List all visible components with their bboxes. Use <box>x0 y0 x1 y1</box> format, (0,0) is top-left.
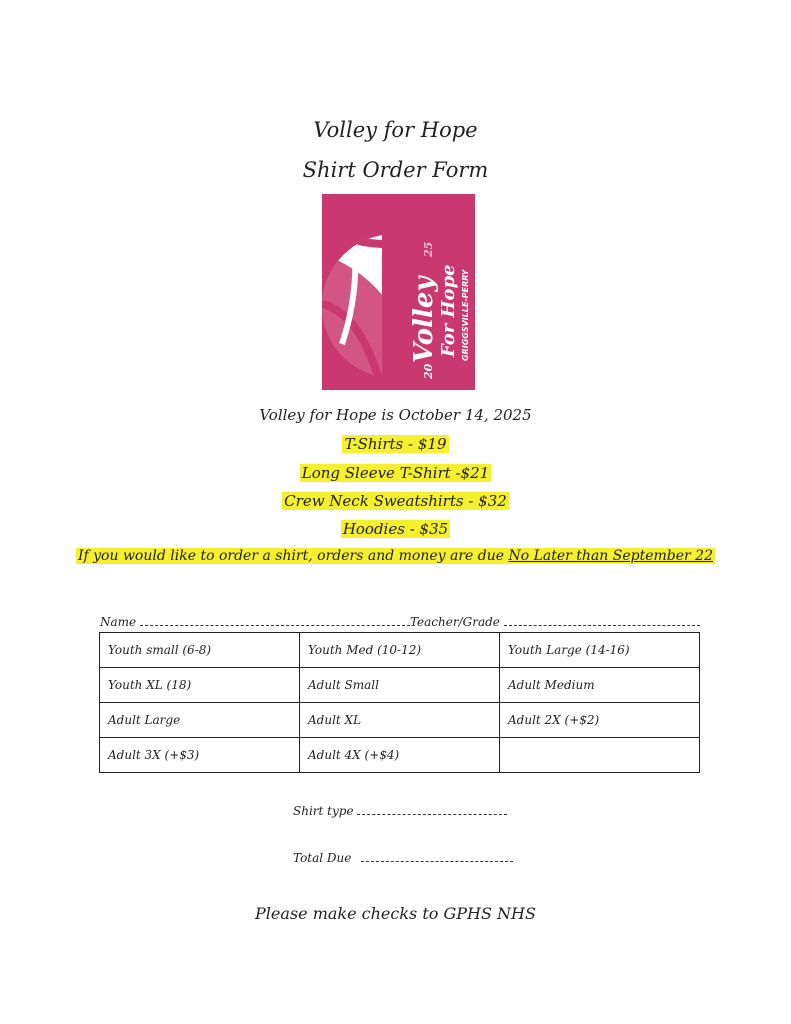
volleyball-icon <box>322 194 475 390</box>
shirt-type-row <box>293 804 507 818</box>
size-cell[interactable]: Adult 3X (+$3) <box>100 738 300 773</box>
title-line-2: Shirt Order Form <box>302 158 489 182</box>
logo-word: Volley <box>409 276 439 363</box>
size-row <box>100 633 700 668</box>
total-due-blank[interactable] <box>361 851 513 862</box>
size-row <box>100 703 700 738</box>
title-line-1: Volley for Hope <box>313 118 478 142</box>
size-cell[interactable]: Youth Large (14-16) <box>500 633 700 668</box>
name-teacher-row <box>100 615 700 629</box>
event-date: Volley for Hope is October 14, 2025 <box>259 406 532 424</box>
volley-for-hope-logo <box>322 194 475 390</box>
shirt-type-blank[interactable] <box>357 804 507 815</box>
deadline-notice <box>0 548 791 564</box>
teacher-grade-blank[interactable] <box>504 615 700 626</box>
size-cell[interactable] <box>500 738 700 773</box>
size-cell[interactable]: Adult XL <box>300 703 500 738</box>
price-hoodies: Hoodies - $35 <box>342 520 449 538</box>
price-tshirt: T-Shirts - $19 <box>344 435 447 453</box>
size-cell[interactable]: Adult Small <box>300 668 500 703</box>
total-due-row <box>293 851 513 865</box>
name-label: Name <box>100 615 137 629</box>
deadline-text: If you would like to order a shirt, orders and money are due <box>77 548 509 564</box>
deadline-date: No Later than September 22 <box>508 548 713 564</box>
logo-year-prefix: 20 <box>422 363 435 379</box>
size-cell[interactable]: Youth small (6-8) <box>100 633 300 668</box>
size-row <box>100 668 700 703</box>
checks-note: Please make checks to GPHS NHS <box>255 904 536 923</box>
price-crew-neck: Crew Neck Sweatshirts - $32 <box>284 492 507 510</box>
logo-school: GRIGGSVILLE-PERRY <box>461 269 470 361</box>
teacher-grade-label: Teacher/Grade <box>409 615 500 629</box>
logo-tagline: For Hope <box>438 264 459 357</box>
size-row <box>100 738 700 773</box>
size-cell[interactable]: Adult Large <box>100 703 300 738</box>
price-long-sleeve: Long Sleeve T-Shirt -$21 <box>301 464 490 482</box>
size-cell[interactable]: Youth Med (10-12) <box>300 633 500 668</box>
logo-year-suffix: 25 <box>422 241 435 257</box>
size-cell[interactable]: Adult Medium <box>500 668 700 703</box>
total-due-label: Total Due <box>293 851 352 865</box>
size-cell[interactable]: Youth XL (18) <box>100 668 300 703</box>
name-blank[interactable] <box>140 615 410 626</box>
size-table <box>99 632 700 773</box>
size-cell[interactable]: Adult 2X (+$2) <box>500 703 700 738</box>
size-cell[interactable]: Adult 4X (+$4) <box>300 738 500 773</box>
shirt-type-label: Shirt type <box>293 804 354 818</box>
